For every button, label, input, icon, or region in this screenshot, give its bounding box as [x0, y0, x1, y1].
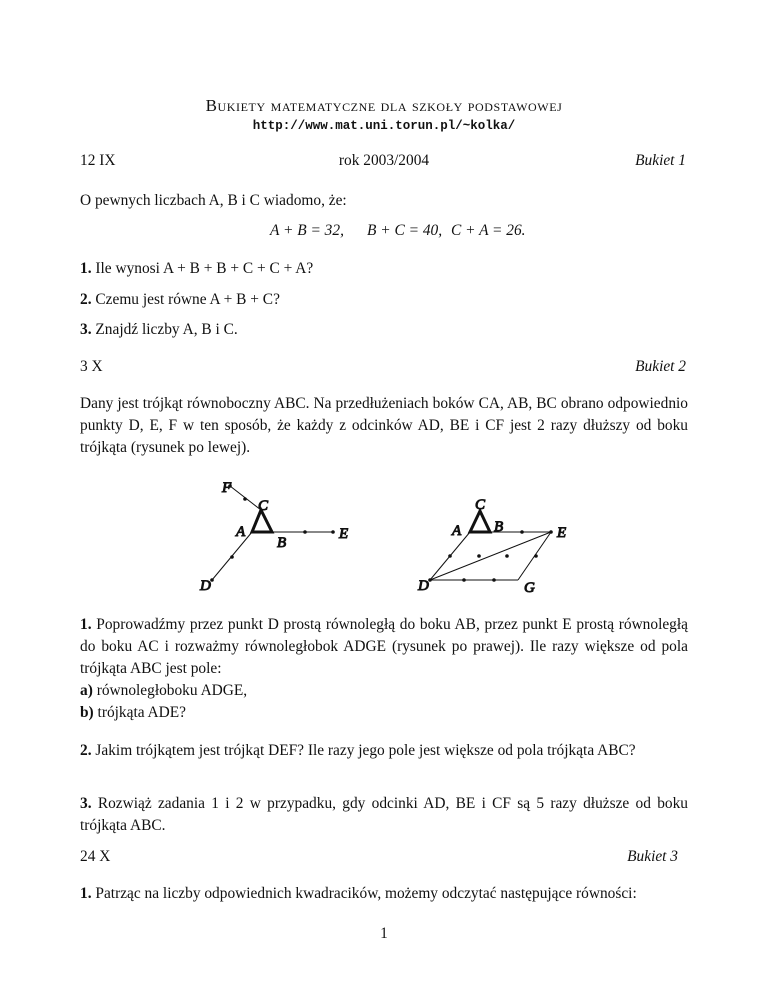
equation-2: B + C = 40, [367, 222, 443, 239]
label-E: E [339, 526, 349, 542]
question-number: 2. [80, 742, 92, 759]
segment-DE [430, 532, 551, 580]
label-F: F [222, 480, 232, 496]
question-text: Ile wynosi A + B + B + C + C + A? [95, 260, 314, 277]
bukiet2-question-1b [80, 702, 688, 724]
bukiet2-question-1a [80, 680, 688, 702]
question-number: 1. [80, 260, 92, 277]
bukiet1-question-3 [80, 319, 688, 341]
bukiet2-question-1 [80, 614, 688, 680]
bukiet1-date: 12 IX [80, 152, 116, 169]
question-text: Czemu jest równe A + B + C? [95, 291, 280, 308]
label-A: A [236, 524, 246, 540]
document-url[interactable]: http://www.mat.uni.torun.pl/~kolka/ [252, 119, 516, 133]
question-text: Patrząc na liczby odpowiednich kwadracików, możemy odczytać następujące równości: [95, 885, 637, 902]
bukiet1-label: Bukiet 1 [635, 152, 686, 169]
document-title: Bukiety matematyczne dla szkoły podstawowej [205, 96, 563, 115]
label-E: E [557, 525, 567, 541]
label-C: C [258, 498, 269, 514]
question-text: Znajdź liczby A, B i C. [95, 321, 238, 338]
bukiet1-year: rok 2003/2004 [338, 152, 430, 169]
page-number: 1 [380, 925, 388, 942]
question-number: 1. [80, 616, 92, 633]
bukiet3-question-1 [80, 883, 688, 905]
bukiet2-date: 3 X [80, 358, 103, 375]
equation-1: A + B = 32, [270, 222, 344, 239]
bukiet3-label: Bukiet 3 [627, 848, 678, 865]
subquestion-text: trójkąta ADE? [97, 704, 187, 721]
label-B: B [277, 535, 287, 551]
label-B: B [494, 519, 504, 535]
question-number: 3. [80, 795, 92, 812]
figure-right [417, 497, 566, 596]
question-text: Rozwiąż zadania 1 i 2 w przypadku, gdy odcinki AD, BE i CF są 5 razy dłuższe od boku trójkąta ABC. [80, 795, 688, 834]
bukiet2-intro: Dany jest trójkąt równoboczny ABC. Na przedłużeniach boków CA, AB, BC obrano odpowiednio punkty D, E, F w ten sposób, że każdy z odcinków AD, BE i CF jest 2 razy dłuższy od boku trójkąta (rysunek po lewej). [80, 395, 688, 456]
label-D: D [200, 578, 211, 594]
bukiet1-intro: O pewnych liczbach A, B i C wiadomo, że: [80, 192, 347, 209]
question-text: Jakim trójkątem jest trójkąt DEF? Ile razy jego pole jest większe od pola trójkąta ABC? [95, 742, 636, 759]
bukiet2-question-3 [80, 793, 688, 837]
question-number: 2. [80, 291, 92, 308]
triangle-ABC [470, 511, 490, 532]
question-number: 3. [80, 321, 92, 338]
label-G: G [524, 580, 535, 596]
bukiet2-figures [0, 440, 768, 600]
subquestion-text: równoległoboku ADGE, [96, 682, 248, 699]
question-number: 1. [80, 885, 92, 902]
label-A: A [452, 523, 462, 539]
bukiet1-question-1 [80, 258, 688, 280]
equation-3: C + A = 26. [451, 222, 526, 239]
subquestion-letter: a) [80, 682, 93, 699]
bukiet1-question-2 [80, 289, 688, 311]
figure-left [199, 480, 348, 594]
bukiet2-label: Bukiet 2 [635, 358, 686, 375]
subquestion-letter: b) [80, 704, 94, 721]
bukiet3-date: 24 X [80, 848, 111, 865]
question-text: Poprowadźmy przez punkt D prostą równoległą do boku AB, przez punkt E prostą równoległą do boku AC i rozważmy równoległobok ADGE (rysunek po prawej). Ile razy większe od pola trójkąta ABC jest pole: [80, 616, 688, 677]
bukiet2-question-2 [80, 740, 688, 762]
label-C: C [475, 497, 486, 513]
label-D: D [418, 578, 429, 594]
